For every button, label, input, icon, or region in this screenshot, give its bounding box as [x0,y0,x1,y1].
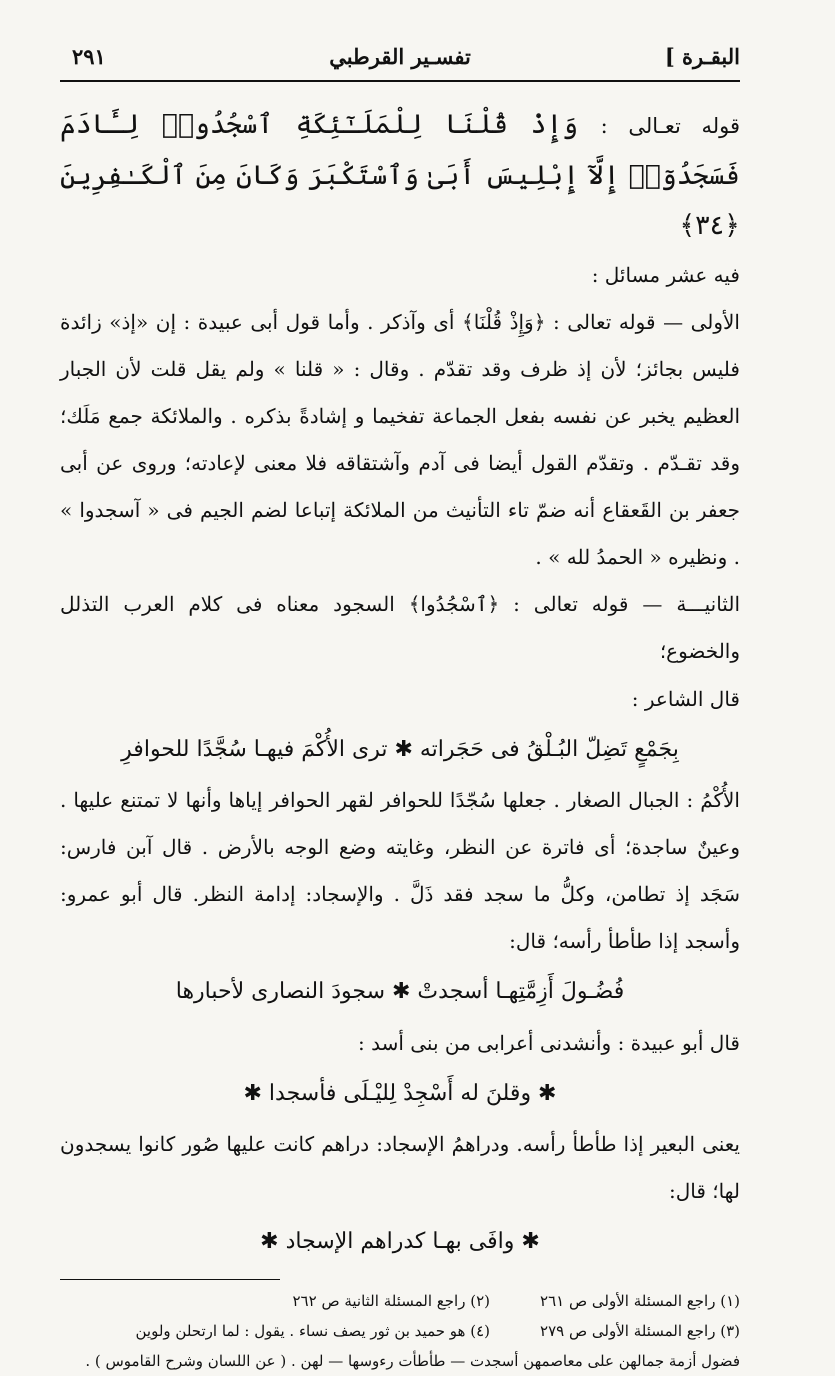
abu-ubayda-line: قال أبو عبيدة : وأنشدنى أعرابى من بنى أسد : [357,1031,740,1055]
poem-verse-3: ✱ وقلنَ له أَسْجِدْ لِليْـلَى فأسجدا ✱ [243,1081,557,1106]
verse-intro: قوله تعـالى : [600,114,740,138]
quran-verse [60,100,740,251]
footnote-4: (٤) هو حميد بن ثور يصف نساء . يقول : لما ارتحلن ولوين [135,1322,490,1340]
paragraph-first-issue: الأولى — قوله تعالى : ﴿وَإِذْ قُلْنَا﴾ أى وآذكر . وأما قول أبى عبيدة : إن «إذ» زائدة فليس بجائز؛ لأن إذ ظرف وقد تقدّم . وقال : « قلنا » ولم يقل قلت لأن الجبار العظيم يخبر عن نفسه بفعل الجماعة تفخيما و إشادةً بذكره . والملائكة جمع مَلَك؛ وقد تقـدّم . وتقدّم القول أيضا فى آدم وآشتقاقه فلا معنى لإعادته؛ وروى عن أبى جعفر بن القَعقاع أنه ضمّ تاء التأنيث من الملائكة إتباعا لضم الجيم فى « آسجدوا » . ونظيره « الحمدُ لله » . [60,310,740,569]
header-rule [60,80,740,82]
footnote-row-2 [60,1316,740,1346]
poem-verse-1: بِجَمْعٍ تَضِلّ البُـلْقُ فى حَجَراته ✱ ترى الأُكْمَ فيهـا سُجَّدًا للحوافرِ [121,737,679,762]
poem-verse-2: فُضُـولَ أَزِمَّتِهـا أسجدتْ ✱ سجودَ النصارى لأحبارها [175,979,625,1004]
running-header [60,38,740,82]
footnote-rule [60,1279,280,1280]
page [60,38,740,1376]
paragraph-isjad: يعنى البعير إذا طأطأ رأسه. ودراهمُ الإسجاد: دراهم كانت عليها صُور كانوا يسجدون لها؛ قال: [60,1132,740,1203]
poet-intro: قال الشاعر : [631,687,740,711]
surah-name: البقـرة ] [664,44,740,69]
page-number: ٢٩١ [72,44,106,69]
footnote-2: (٢) راجع المسئلة الثانية ص ٢٦٢ [292,1292,490,1310]
paragraph-second-issue: الثانيـــة — قوله تعالى : ﴿ٱسْجُدُوا﴾ السجود معناه فى كلام العرب التذلل والخضوع؛ [60,592,740,663]
poem-verse-4: ✱ وافَى بهـا كدراهم الإسجاد ✱ [260,1229,540,1254]
book-title: تفسـير القرطبي [329,44,471,69]
verse-text: وَإِذْ قُلْنَا لِلْمَلَـٰٓئِكَةِ ٱسْجُدُوا۟ لِـَٔادَمَ فَسَجَدُوٓا۟ إِلَّآ إِبْلِيسَ أَبَىٰ وَٱسْتَكْبَرَ وَكَانَ مِنَ ٱلْكَـٰفِرِينَ ﴿٣٤﴾ [60,109,740,241]
footnote-3: (٣) راجع المسئلة الأولى ص ٢٧٩ [540,1322,740,1340]
footnote-continuation: فضول أزمة جمالهن على معاصمهن أسجدت — طأطأت رءوسها — لهن . ( عن اللسان وشرح القاموس ) . [85,1352,740,1370]
issues-heading: فيه عشر مسائل : [591,263,740,287]
footnote-1: (١) راجع المسئلة الأولى ص ٢٦١ [540,1292,740,1310]
paragraph-akm: الأُكْمُ : الجبال الصغار . جعلها سُجّدًا للحوافر لقهر الحوافر إياها وأنها لا تمتنع عليها . وعينٌ ساجدة؛ أى فاترة عن النظر، وغايته وضع الوجه بالأرض . قال آبن فارس: سَجَد إذ تطامن، وكلُّ ما سجد فقد ذَلَّ . والإسجاد: إدامة النظر. قال أبو عمرو: وأسجد إذا طأطأ رأسه؛ قال: [60,788,740,953]
footnote-row-1 [60,1286,740,1316]
